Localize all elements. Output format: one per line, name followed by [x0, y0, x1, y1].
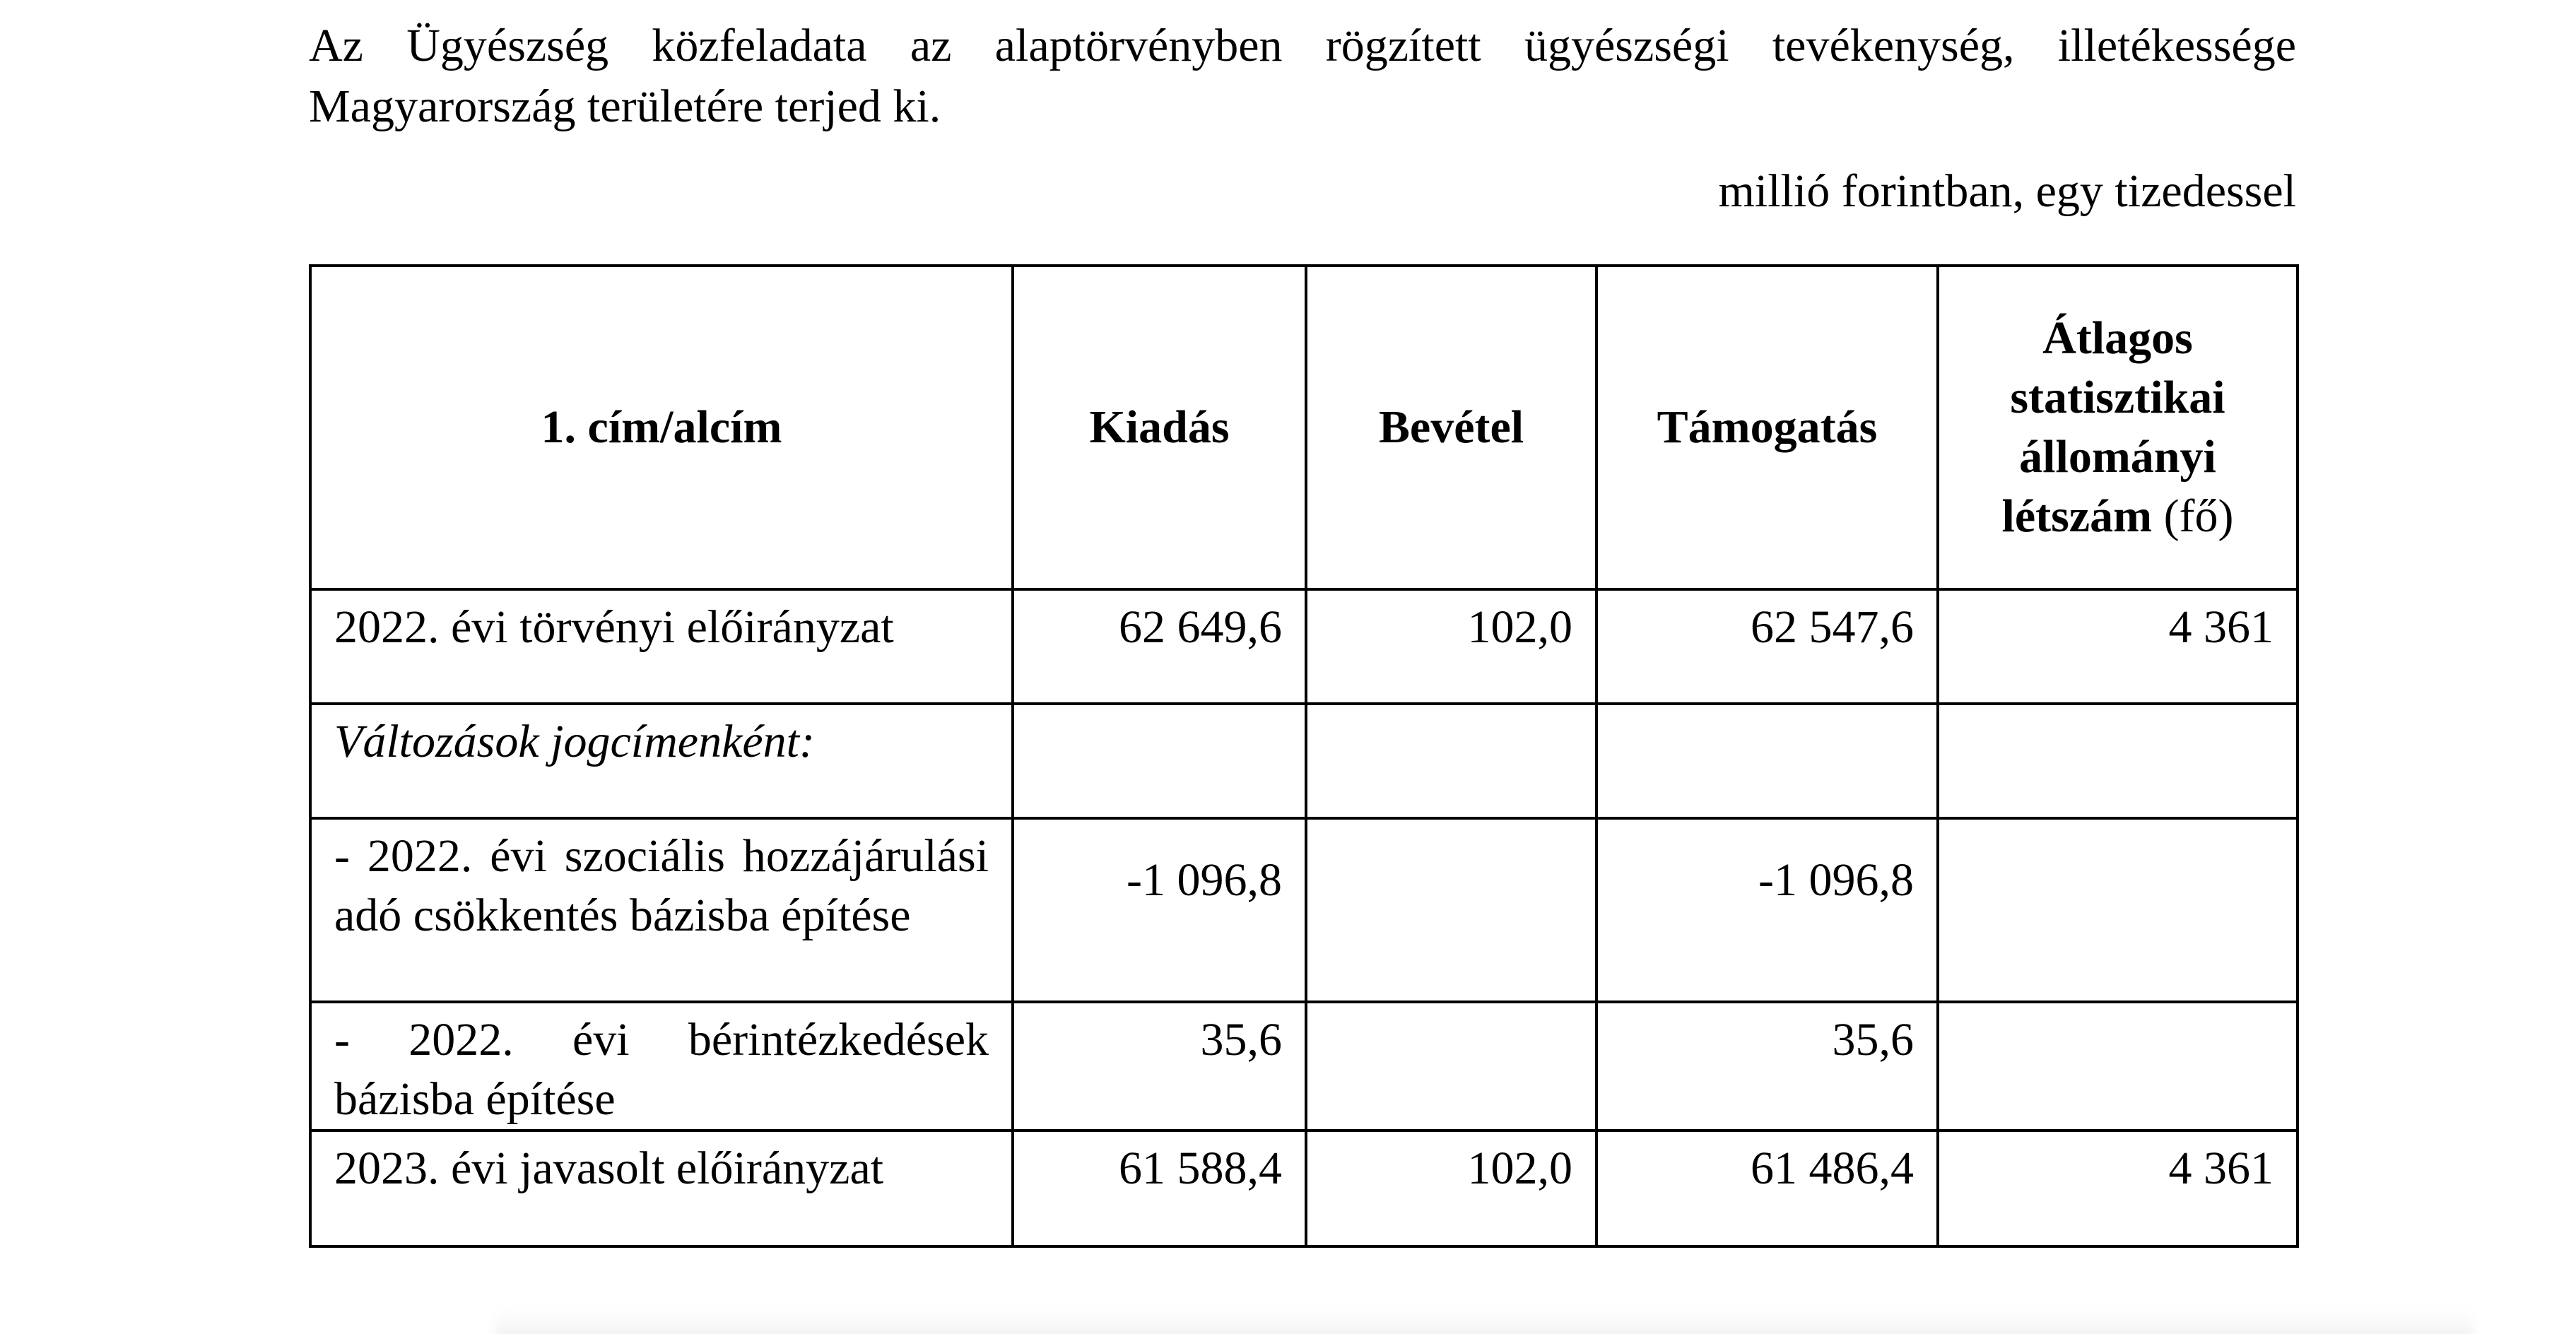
cell-kiadas: 35,6: [1013, 1002, 1306, 1131]
table-row: [310, 1002, 2298, 1131]
header-title: 1. cím/alcím: [310, 266, 1013, 589]
intro-paragraph: Az Ügyészség közfeladata az alaptörvényben rögzített ügyészségi tevékenység, illetékessége Magyarország területére terjed ki.: [309, 20, 2296, 132]
header-tamogatas: Támogatás: [1596, 266, 1938, 589]
cell-kiadas: [1013, 704, 1306, 818]
cell-tamogatas: 61 486,4: [1596, 1131, 1938, 1246]
cell-tamogatas: [1596, 704, 1938, 818]
budget-table: [309, 264, 2299, 1248]
cell-kiadas: -1 096,8: [1013, 818, 1306, 1002]
table-row: [310, 1131, 2298, 1246]
cell-letszam: [1938, 704, 2298, 818]
row-label: - 2022. évi bérintézkedések bázisba építése: [310, 1002, 1013, 1131]
page-bottom-shadow: [495, 1307, 2474, 1334]
cell-tamogatas: 35,6: [1596, 1002, 1938, 1131]
table-header-row: [310, 266, 2298, 589]
cell-bevetel: [1306, 704, 1596, 818]
table-row: [310, 589, 2298, 704]
cell-tamogatas: 62 547,6: [1596, 589, 1938, 704]
row-label: Változások jogcímenként:: [310, 704, 1013, 818]
header-bevetel: Bevétel: [1306, 266, 1596, 589]
table-row: [310, 818, 2298, 1002]
unit-note: millió forintban, egy tizedessel: [1718, 165, 2296, 217]
header-letszam-unit: (fő): [2163, 490, 2234, 542]
header-letszam-label: Átlagos statisztikai állományi létszám: [2001, 312, 2225, 542]
row-label: 2023. évi javasolt előirányzat: [310, 1131, 1013, 1246]
cell-bevetel: [1306, 1002, 1596, 1131]
header-letszam: [1938, 266, 2298, 589]
cell-letszam: 4 361: [1938, 589, 2298, 704]
cell-kiadas: 62 649,6: [1013, 589, 1306, 704]
row-label: 2022. évi törvényi előirányzat: [310, 589, 1013, 704]
cell-kiadas: 61 588,4: [1013, 1131, 1306, 1246]
cell-bevetel: 102,0: [1306, 1131, 1596, 1246]
cell-letszam: 4 361: [1938, 1131, 2298, 1246]
table-row: [310, 704, 2298, 818]
cell-bevetel: [1306, 818, 1596, 1002]
header-kiadas: Kiadás: [1013, 266, 1306, 589]
row-label: - 2022. évi szociális hozzájárulási adó csökkentés bázisba építése: [310, 818, 1013, 1002]
cell-bevetel: 102,0: [1306, 589, 1596, 704]
cell-letszam: [1938, 1002, 2298, 1131]
cell-tamogatas: -1 096,8: [1596, 818, 1938, 1002]
cell-letszam: [1938, 818, 2298, 1002]
